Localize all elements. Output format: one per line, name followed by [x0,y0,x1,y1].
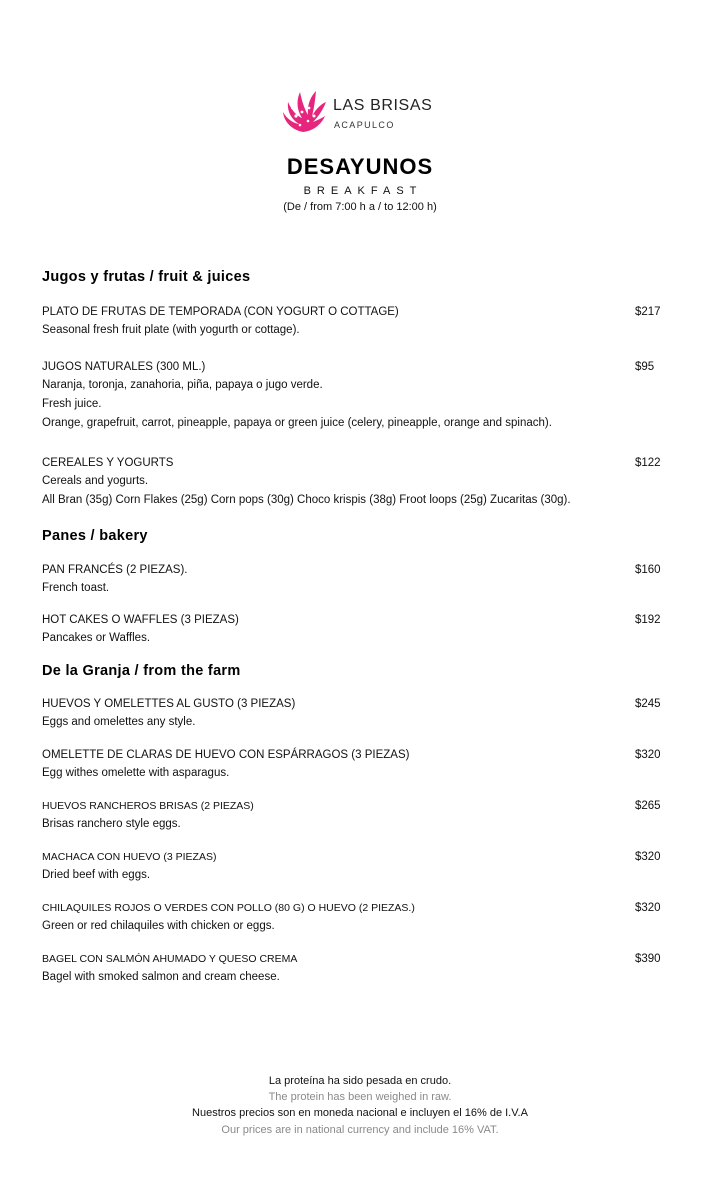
item-name: PLATO DE FRUTAS DE TEMPORADA (CON YOGURT O COTTAGE) [42,306,399,318]
item-price: $320 [635,851,661,863]
menu-item [42,304,667,340]
footer-protein-en: The protein has been weighed in raw. [268,1091,452,1103]
item-price: $245 [635,698,661,710]
footer-protein-es: La proteína ha sido pesada en crudo. [268,1075,452,1087]
item-name: CHILAQUILES ROJOS O VERDES CON POLLO (80 G) O HUEVO (2 PIEZAS.) [42,902,415,914]
menu-hours: (De / from 7:00 h a / to 12:00 h) [283,201,437,213]
item-description: Pancakes or Waffles. [42,632,151,644]
item-description: Fresh juice. [42,398,102,410]
item-price: $122 [635,457,661,469]
item-price: $217 [635,306,661,318]
item-name: JUGOS NATURALES (300 ML.) [42,361,206,373]
menu-item [42,359,667,433]
brand-name: LAS BRISAS [333,97,433,114]
item-name: OMELETTE DE CLARAS DE HUEVO CON ESPÁRRAGOS (3 PIEZAS) [42,749,410,761]
item-description: Dried beef with eggs. [42,869,151,881]
item-name: MACHACA CON HUEVO (3 PIEZAS) [42,851,217,863]
footer-prices-en: Our prices are in national currency and include 16% VAT. [221,1124,499,1136]
item-description: Brisas ranchero style eggs. [42,818,181,830]
item-name: PAN FRANCÉS (2 PIEZAS). [42,564,188,576]
menu-item [42,951,667,987]
menu-item [42,849,667,885]
menu-item [42,798,667,834]
menu-item [42,900,667,936]
menu-subtitle: BREAKFAST [303,185,423,197]
item-description: French toast. [42,582,110,594]
section-title-farm: De la Granja / from the farm [42,663,241,679]
item-price: $320 [635,902,661,914]
item-price: $160 [635,564,661,576]
item-description: Green or red chilaquiles with chicken or eggs. [42,920,275,932]
fan-flower-icon [278,86,328,134]
section-title-fruit-juices: Jugos y frutas / fruit & juices [42,269,251,285]
item-name: BAGEL CON SALMÓN AHUMADO Y QUESO CREMA [42,953,298,965]
item-name: HOT CAKES O WAFFLES (3 PIEZAS) [42,614,239,626]
item-description: Naranja, toronja, zanahoria, piña, papaya o jugo verde. [42,379,323,391]
brand-logo [278,86,448,134]
item-price: $320 [635,749,661,761]
item-description: All Bran (35g) Corn Flakes (25g) Corn pops (30g) Choco krispis (38g) Froot loops (25g) Zucaritas (30g). [42,494,571,506]
item-description: Orange, grapefruit, carrot, pineapple, papaya or green juice (celery, pineapple, orange and spinach). [42,417,552,429]
item-price: $390 [635,953,661,965]
item-description: Eggs and omelettes any style. [42,716,196,728]
item-description: Seasonal fresh fruit plate (with yogurth or cottage). [42,324,300,336]
item-price: $192 [635,614,661,626]
item-price: $95 [635,361,655,373]
menu-item [42,455,667,510]
menu-item [42,747,667,783]
item-price: $265 [635,800,661,812]
item-description: Bagel with smoked salmon and cream cheese. [42,971,280,983]
menu-item [42,612,667,648]
item-description: Egg withes omelette with asparagus. [42,767,230,779]
brand-city: ACAPULCO [334,120,395,130]
item-description: Cereals and yogurts. [42,475,149,487]
menu-item [42,696,667,732]
menu-item [42,562,667,598]
section-title-bakery: Panes / bakery [42,528,148,544]
footer-prices-es: Nuestros precios son en moneda nacional e incluyen el 16% de I.V.A [192,1107,528,1119]
item-name: HUEVOS Y OMELETTES AL GUSTO (3 PIEZAS) [42,698,296,710]
item-name: HUEVOS RANCHEROS BRISAS (2 PIEZAS) [42,800,254,812]
menu-title: DESAYUNOS [286,154,434,179]
item-name: CEREALES Y YOGURTS [42,457,174,469]
